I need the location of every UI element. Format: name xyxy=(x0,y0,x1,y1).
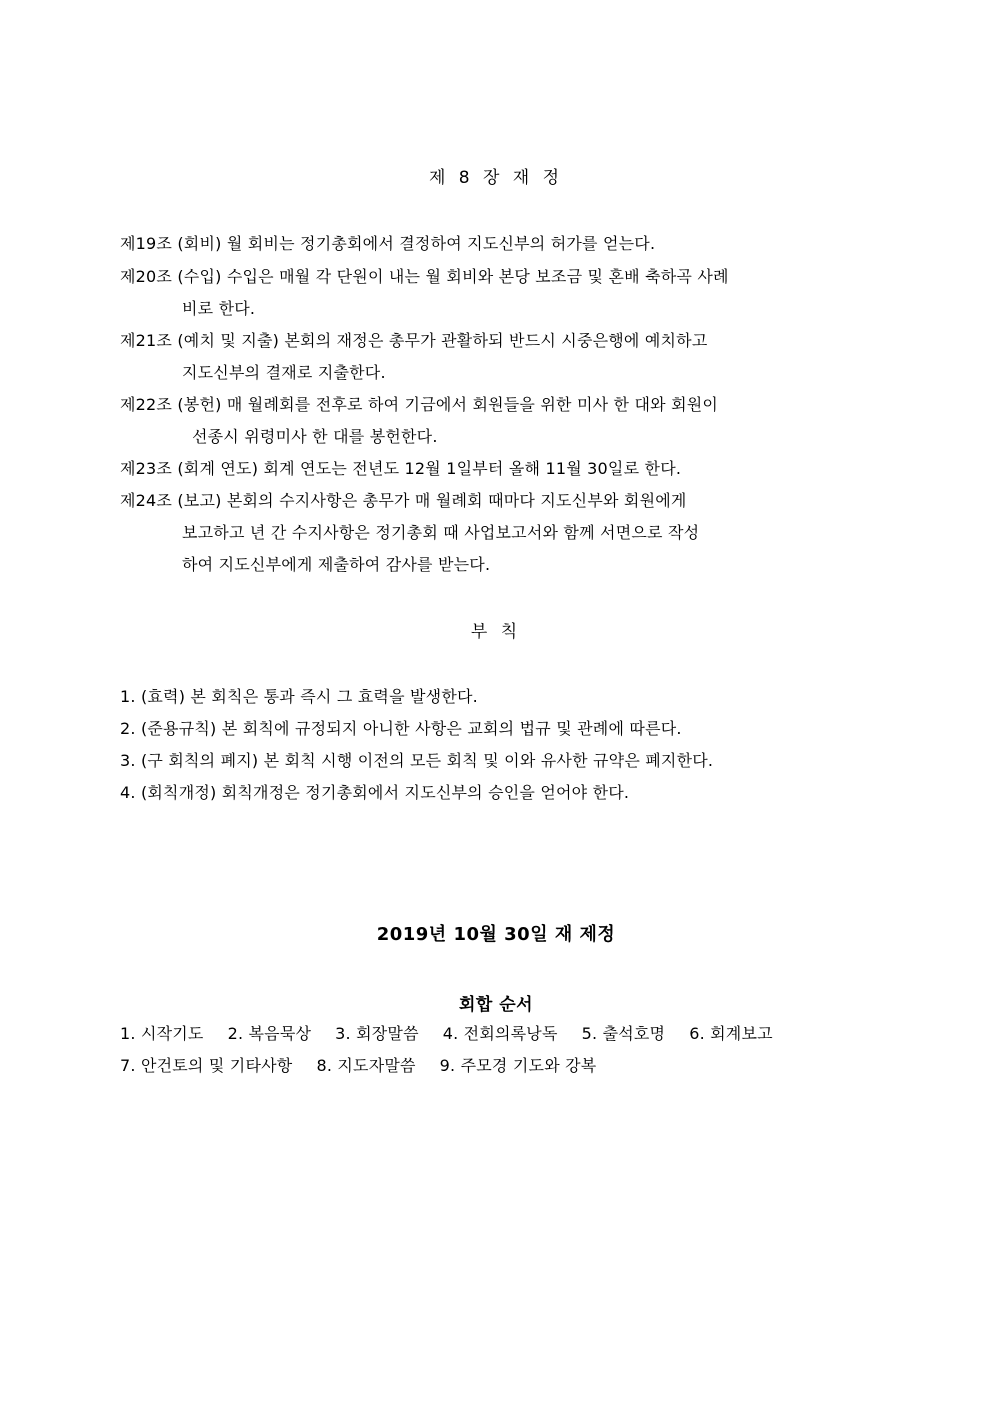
addenda-item-3: 3. (구 회칙의 폐지) 본 회칙 시행 이전의 모든 회칙 및 이와 유사한 규약은 폐지한다. xyxy=(120,751,714,770)
addenda-item-1: 1. (효력) 본 회칙은 통과 즉시 그 효력을 발생한다. xyxy=(120,687,478,706)
article-22-line-1: 제22조 (봉헌) 매 월례회를 전후로 하여 기금에서 회원들을 위한 미사 한 대와 회원이 xyxy=(120,395,719,414)
article-20-line-2: 비로 한다. xyxy=(182,299,256,318)
meeting-order-row-2 xyxy=(120,1056,596,1076)
meeting-order-item-7: 7. 안건토의 및 기타사항 xyxy=(120,1056,293,1075)
article-24-line-3: 하여 지도신부에게 제출하여 감사를 받는다. xyxy=(182,555,491,574)
addenda-title: 부 칙 xyxy=(470,622,522,642)
article-23-line-1: 제23조 (회계 연도) 회계 연도는 전년도 12월 1일부터 올해 11월 30일로 한다. xyxy=(120,459,682,478)
meeting-order-item-2: 2. 복음묵상 xyxy=(227,1024,312,1043)
addenda-item-2: 2. (준용규칙) 본 회칙에 규정되지 아니한 사항은 교회의 법규 및 관례에 따른다. xyxy=(120,719,682,738)
meeting-order-item-4: 4. 전회의록낭독 xyxy=(442,1024,558,1043)
meeting-order-item-1: 1. 시작기도 xyxy=(120,1024,204,1043)
article-24-line-2: 보고하고 년 간 수지사항은 정기총회 때 사업보고서와 함께 서면으로 작성 xyxy=(182,523,700,542)
meeting-order-item-3: 3. 회장말씀 xyxy=(335,1024,419,1043)
enactment-date: 2019년 10월 30일 재 제정 xyxy=(376,924,616,945)
addenda-item-4: 4. (회칙개정) 회칙개정은 정기총회에서 지도신부의 승인을 얻어야 한다. xyxy=(120,783,630,802)
article-22-line-2: 선종시 위령미사 한 대를 봉헌한다. xyxy=(192,427,438,446)
article-20-line-1: 제20조 (수입) 수입은 매월 각 단원이 내는 월 회비와 본당 보조금 및 혼배 축하곡 사례 xyxy=(120,267,729,286)
article-21-line-1: 제21조 (예치 및 지출) 본회의 재정은 총무가 관활하되 반드시 시중은행에 예치하고 xyxy=(120,331,708,350)
article-24-line-1: 제24조 (보고) 본회의 수지사항은 총무가 매 월례회 때마다 지도신부와 회원에게 xyxy=(120,491,687,510)
meeting-order-row-1 xyxy=(120,1024,773,1044)
article-21-line-2: 지도신부의 결재로 지출한다. xyxy=(182,363,386,382)
meeting-order-item-8: 8. 지도자말씀 xyxy=(316,1056,416,1075)
article-19-line-1: 제19조 (회비) 월 회비는 정기총회에서 결정하여 지도신부의 허가를 얻는다. xyxy=(120,234,656,253)
meeting-order-title: 회합 순서 xyxy=(458,995,534,1015)
meeting-order-item-9: 9. 주모경 기도와 강복 xyxy=(439,1056,597,1075)
chapter-title: 제 8 장 재 정 xyxy=(428,168,564,188)
meeting-order-item-6: 6. 회계보고 xyxy=(689,1024,773,1043)
meeting-order-item-5: 5. 출석호명 xyxy=(581,1024,666,1043)
